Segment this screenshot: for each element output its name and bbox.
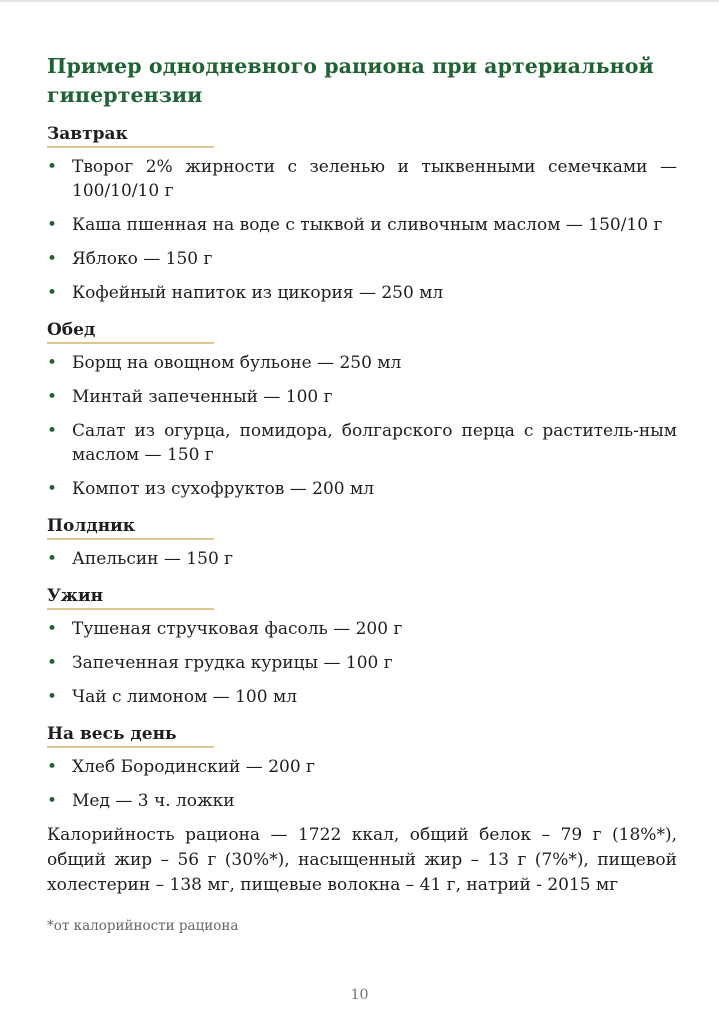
page-content [47, 52, 677, 934]
item-list [47, 351, 677, 501]
section-heading: На весь день [47, 724, 214, 748]
bullet-icon: • [47, 549, 58, 569]
list-item [47, 419, 677, 467]
list-item [47, 351, 677, 375]
item-list [47, 755, 677, 813]
item-text: Хлеб Бородинский — 200 г [72, 757, 315, 777]
bullet-icon: • [47, 249, 58, 269]
bullet-icon: • [47, 687, 58, 707]
item-text: Кофейный напиток из цикория — 250 мл [72, 283, 444, 303]
bullet-icon: • [47, 353, 58, 373]
list-item [47, 281, 677, 305]
section-heading: Ужин [47, 586, 214, 610]
item-text: Запеченная грудка курицы — 100 г [72, 653, 393, 673]
item-text: Борщ на овощном бульоне — 250 мл [72, 353, 402, 373]
item-list [47, 547, 677, 571]
list-item [47, 789, 677, 813]
item-list [47, 617, 677, 709]
section-lunch [47, 320, 677, 501]
section-breakfast [47, 124, 677, 305]
item-text: Минтай запеченный — 100 г [72, 387, 333, 407]
list-item [47, 547, 677, 571]
nutrition-summary: Калорийность рациона — 1722 ккал, общий белок – 79 г (18%*), общий жир – 56 г (30%*), насыщенный жир – 13 г (7%*), пищевой холестерин – 138 мг, пищевые волокна – 41 г, натрий - 2015 мг [47, 825, 677, 895]
bullet-icon: • [47, 215, 58, 235]
section-heading: Обед [47, 320, 214, 344]
item-text: Тушеная стручковая фасоль — 200 г [72, 619, 403, 639]
footnote: *от калорийности рациона [47, 918, 239, 934]
bullet-icon: • [47, 157, 58, 177]
item-text: Яблоко — 150 г [72, 249, 213, 269]
list-item [47, 385, 677, 409]
item-text: Компот из сухофруктов — 200 мл [72, 479, 375, 499]
item-text: Мед — 3 ч. ложки [72, 791, 235, 811]
page-number: 10 [350, 987, 369, 1003]
section-heading: Полдник [47, 516, 214, 540]
bullet-icon: • [47, 479, 58, 499]
list-item [47, 247, 677, 271]
bullet-icon: • [47, 791, 58, 811]
top-divider [0, 0, 719, 2]
section-heading: Завтрак [47, 124, 214, 148]
bullet-icon: • [47, 421, 58, 441]
bullet-icon: • [47, 283, 58, 303]
list-item [47, 155, 677, 203]
list-item [47, 685, 677, 709]
item-text: Чай с лимоном — 100 мл [72, 687, 297, 707]
bullet-icon: • [47, 387, 58, 407]
list-item [47, 651, 677, 675]
section-dinner [47, 586, 677, 709]
item-text: Каша пшенная на воде с тыквой и сливочным маслом — 150/10 г [72, 215, 663, 235]
section-whole-day [47, 724, 677, 813]
list-item [47, 617, 677, 641]
list-item [47, 213, 677, 237]
bullet-icon: • [47, 653, 58, 673]
item-text: Апельсин — 150 г [72, 549, 234, 569]
page-title: Пример однодневного рациона при артериальной гипертензии [47, 54, 654, 107]
item-list [47, 155, 677, 305]
list-item [47, 477, 677, 501]
item-text: Творог 2% жирности с зеленью и тыквенными семечками — 100/10/10 г [72, 157, 677, 201]
item-text: Салат из огурца, помидора, болгарского перца с раститель-ным маслом — 150 г [72, 421, 677, 465]
bullet-icon: • [47, 619, 58, 639]
list-item [47, 755, 677, 779]
section-afternoon-snack [47, 516, 677, 571]
bullet-icon: • [47, 757, 58, 777]
